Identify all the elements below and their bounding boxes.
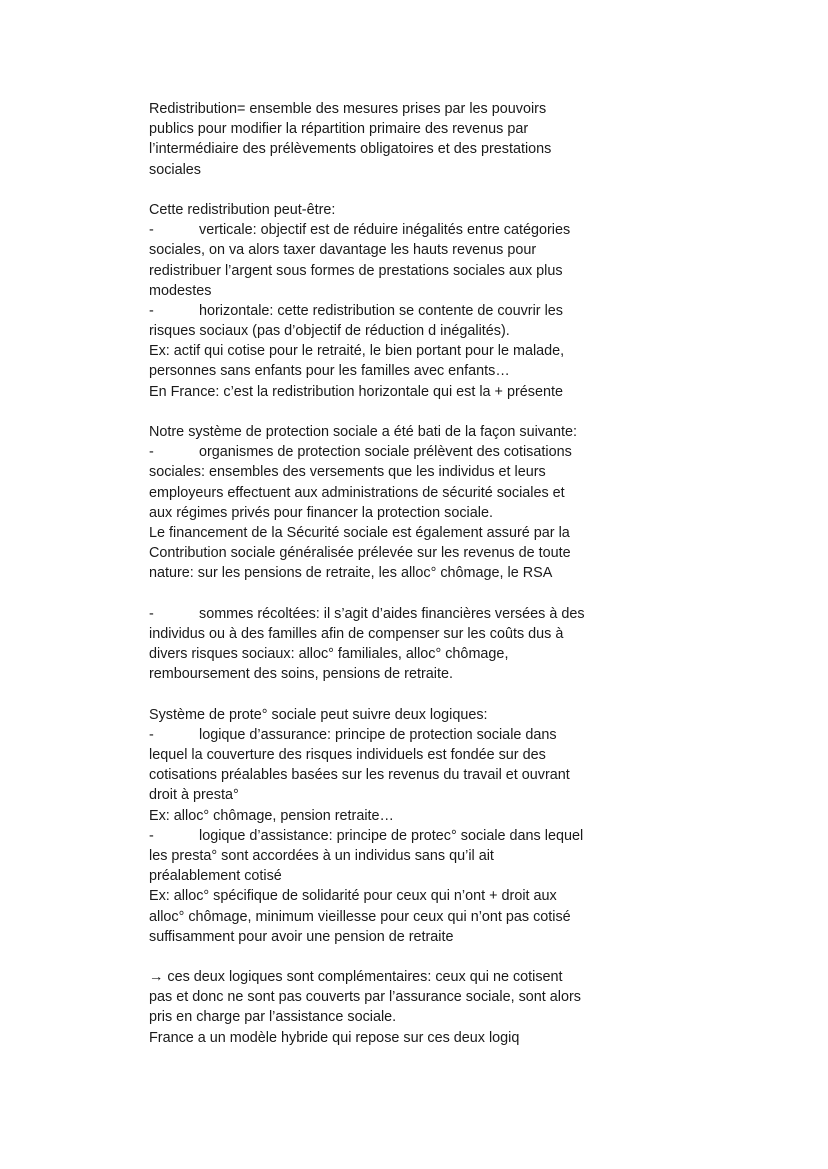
system-section xyxy=(149,422,749,684)
definition-paragraph xyxy=(149,99,749,180)
bullet-text: sommes récoltées: il s’agit d’aides financières versées à des xyxy=(199,605,585,622)
spacer xyxy=(149,402,749,422)
text-line: droit à presta° xyxy=(149,787,239,804)
text-line: personnes sans enfants pour les familles avec enfants… xyxy=(149,363,510,380)
bullet-dash: - xyxy=(149,726,154,743)
bullet-text: verticale: objectif est de réduire inégalités entre catégories xyxy=(199,222,571,239)
bullet-dash: - xyxy=(149,444,154,461)
redistribution-types-section xyxy=(149,200,749,402)
text-line: cotisations préalables basées sur les revenus du travail et ouvrant xyxy=(149,767,570,784)
text-line: Ex: alloc° spécifique de solidarité pour ceux qui n’ont + droit aux xyxy=(149,888,557,905)
text-line: pris en charge par l’assistance sociale. xyxy=(149,1009,397,1026)
text-line: suffisamment pour avoir une pension de retraite xyxy=(149,928,454,945)
text-line: alloc° chômage, minimum vieillesse pour ceux qui n’ont pas cotisé xyxy=(149,908,571,925)
spacer xyxy=(149,584,749,604)
section-intro: Système de prote° sociale peut suivre deux logiques: xyxy=(149,706,488,723)
bullet-dash: - xyxy=(149,302,154,319)
bullet-assistance xyxy=(149,826,749,846)
spacer xyxy=(149,684,749,704)
text-line: publics pour modifier la répartition primaire des revenus par xyxy=(149,121,529,138)
text-line: l’intermédiaire des prélèvements obligatoires et des prestations xyxy=(149,141,552,158)
text-line: En France: c’est la redistribution horizontale qui est la + présente xyxy=(149,383,563,400)
logics-section xyxy=(149,705,749,947)
text-line: aux régimes privés pour financer la protection sociale. xyxy=(149,504,493,521)
bullet-organismes xyxy=(149,442,749,462)
bullet-vertical xyxy=(149,220,749,240)
document-page xyxy=(149,99,749,1048)
text-line: pas et donc ne sont pas couverts par l’assurance sociale, sont alors xyxy=(149,989,581,1006)
spacer xyxy=(149,947,749,967)
bullet-dash: - xyxy=(149,222,154,239)
text-line: Ex: actif qui cotise pour le retraité, le bien portant pour le malade, xyxy=(149,343,565,360)
spacer xyxy=(149,180,749,200)
section-intro: Cette redistribution peut-être: xyxy=(149,201,336,218)
text-line: Redistribution= ensemble des mesures prises par les pouvoirs xyxy=(149,101,547,117)
bullet-text: organismes de protection sociale prélèvent des cotisations xyxy=(199,444,572,461)
text-line: lequel la couverture des risques individuels est fondée sur des xyxy=(149,747,546,763)
bullet-text: logique d’assistance: principe de protec° sociale dans lequel xyxy=(199,827,584,844)
bullet-assurance xyxy=(149,725,749,745)
bullet-sommes xyxy=(149,604,749,624)
text-line: individus ou à des familles afin de compenser sur les coûts dus à xyxy=(149,625,564,642)
text-line: → ces deux logiques sont complémentaires: ceux qui ne cotisent xyxy=(149,969,563,986)
text-line: employeurs effectuent aux administrations de sécurité sociales et xyxy=(149,484,565,501)
text-line: préalablement cotisé xyxy=(149,868,282,885)
bullet-dash: - xyxy=(149,827,154,844)
text-line: Contribution sociale généralisée prélevée sur les revenus de toute xyxy=(149,545,571,562)
text-line: risques sociaux (pas d’objectif de réduction d inégalités). xyxy=(149,323,510,340)
text-line: France a un modèle hybride qui repose sur ces deux logiq xyxy=(149,1029,520,1046)
text-line: sociales xyxy=(149,161,201,178)
text-line: sociales, on va alors taxer davantage les hauts revenus pour xyxy=(149,242,537,259)
text-line: les presta° sont accordées à un individus sans qu’il ait xyxy=(149,847,494,864)
text-line: Ex: alloc° chômage, pension retraite… xyxy=(149,807,394,824)
text-line: sociales: ensembles des versements que les individus et leurs xyxy=(149,464,546,481)
bullet-text: logique d’assurance: principe de protection sociale dans xyxy=(199,726,557,743)
text-line: divers risques sociaux: alloc° familiales, alloc° chômage, xyxy=(149,646,509,663)
text-line: redistribuer l’argent sous formes de prestations sociales aux plus xyxy=(149,262,563,279)
text-line: remboursement des soins, pensions de retraite. xyxy=(149,666,453,683)
text-line: nature: sur les pensions de retraite, les alloc° chômage, le RSA xyxy=(149,565,553,582)
conclusion-paragraph xyxy=(149,967,749,1048)
text-line: modestes xyxy=(149,282,212,299)
text-line: Le financement de la Sécurité sociale est également assuré par la xyxy=(149,524,570,541)
section-intro: Notre système de protection sociale a été bati de la façon suivante: xyxy=(149,424,577,440)
bullet-text: horizontale: cette redistribution se contente de couvrir les xyxy=(199,302,563,319)
bullet-horizontal xyxy=(149,301,749,321)
bullet-dash: - xyxy=(149,605,154,622)
